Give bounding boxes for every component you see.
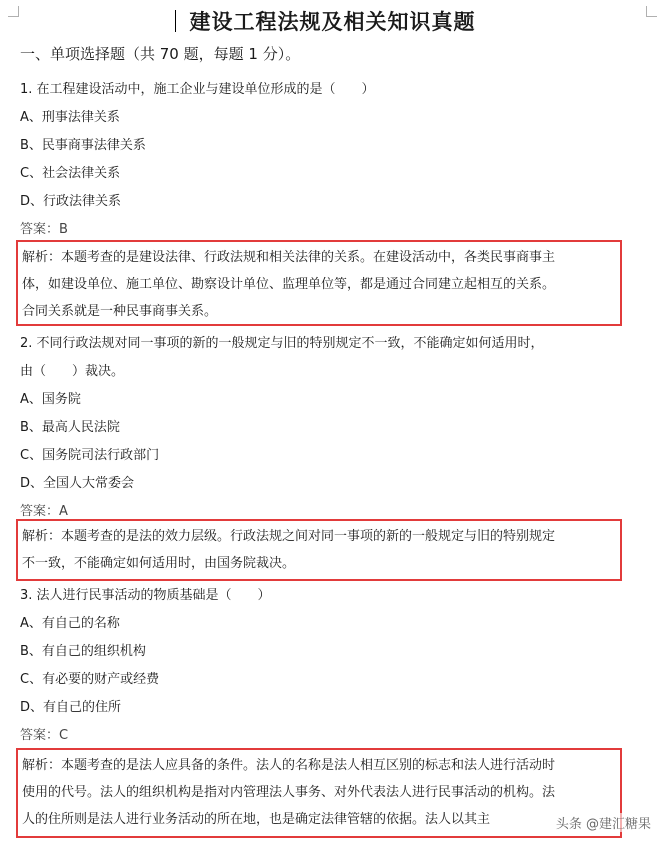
option-b: B、有自己的组织机构: [20, 644, 146, 659]
explanation-line: 解析：本题考查的是法人应具备的条件。法人的名称是法人相互区别的标志和法人进行活动时: [22, 758, 556, 773]
explanation-line: 解析：本题考查的是建设法律、行政法规和相关法律的关系。在建设活动中，各类民事商事主: [22, 250, 556, 265]
question-stem: 1. 在工程建设活动中，施工企业与建设单位形成的是（ ）: [20, 82, 375, 97]
explanation-line: 人的住所则是法人进行业务活动的所在地，也是确定法律管辖的依据。法人以其主: [22, 812, 491, 827]
explanation-line: 体，如建设单位、施工单位、勘察设计单位、监理单位等，都是通过合同建立起相互的关系。: [22, 277, 556, 292]
option-a: A、刑事法律关系: [20, 110, 120, 125]
question-stem: 由（ ）裁决。: [20, 364, 125, 379]
option-b: B、最高人民法院: [20, 420, 120, 435]
watermark-text: 头条 @建汇糖果: [556, 813, 651, 832]
option-d: D、全国人大常委会: [20, 476, 135, 491]
option-c: C、国务院司法行政部门: [20, 448, 160, 463]
explanation-box: [16, 240, 622, 326]
answer-label: 答案：A: [20, 504, 68, 519]
option-a: A、国务院: [20, 392, 81, 407]
section-heading: 一、单项选择题（共 70 题，每题 1 分）。: [20, 45, 301, 63]
answer-label: 答案：B: [20, 222, 68, 237]
explanation-line: 不一致，不能确定如何适用时，由国务院裁决。: [22, 556, 296, 571]
explanation-line: 使用的代号。法人的组织机构是指对内管理法人事务、对外代表法人进行民事活动的机构。法: [22, 785, 556, 800]
question-stem: 2. 不同行政法规对同一事项的新的一般规定与旧的特别规定不一致，不能确定如何适用时，: [20, 336, 544, 351]
question-3: [20, 582, 650, 750]
question-1: [20, 76, 650, 244]
answer-label: 答案：C: [20, 728, 69, 743]
option-c: C、社会法律关系: [20, 166, 121, 181]
explanation-line: 合同关系就是一种民事商事关系。: [22, 304, 218, 319]
option-c: C、有必要的财产或经费: [20, 672, 160, 687]
explanation-box: [16, 748, 622, 838]
option-d: D、有自己的住所: [20, 700, 122, 715]
question-2: [20, 330, 650, 526]
question-stem: 3. 法人进行民事活动的物质基础是（ ）: [20, 588, 271, 603]
document-title: 建设工程法规及相关知识真题: [189, 9, 476, 34]
option-b: B、民事商事法律关系: [20, 138, 146, 153]
option-a: A、有自己的名称: [20, 616, 120, 631]
explanation-box: [16, 519, 622, 581]
option-d: D、行政法律关系: [20, 194, 122, 209]
explanation-line: 解析：本题考查的是法的效力层级。行政法规之间对同一事项的新的一般规定与旧的特别规定: [22, 529, 556, 544]
